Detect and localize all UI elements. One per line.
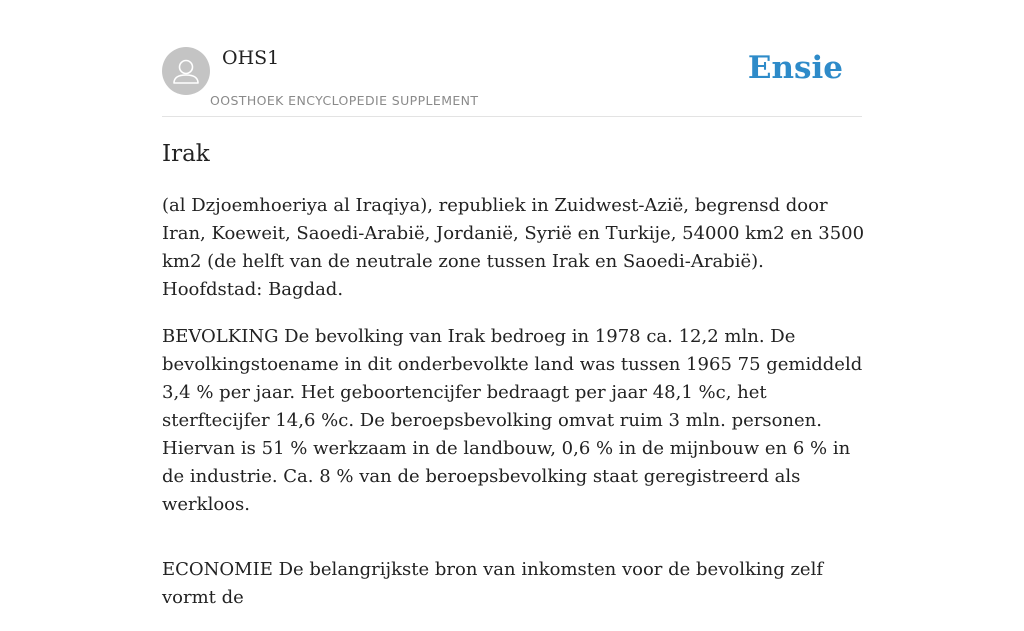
user-avatar-icon	[162, 47, 210, 95]
article-body	[162, 192, 867, 631]
article-paragraph: (al Dzjoemhoeriya al Iraqiya), republiek in Zuidwest-Azië, begrensd door Iran, Koeweit, Saoedi-Arabië, Jordanië, Syrië en Turkije, 54000 km2 en 3500 km2 (de helft van de neutrale zone tussen Irak en Saoedi-Arabië). Hoofdstad: Bagdad.	[162, 195, 865, 300]
article-paragraph: BEVOLKING De bevolking van Irak bedroeg in 1978 ca. 12,2 mln. De bevolkingstoename in dit onderbevolkte land was tussen 1965 75 gemiddeld 3,4 % per jaar. Het geboortencijfer bedraagt per jaar 48,1 %c, het sterftecijfer 14,6 %c. De beroepsbevolking omvat ruim 3 mln. personen. Hiervan is 51 % werkzaam in de landbouw, 0,6 % in de mijnbouw en 6 % in de industrie. Ca. 8 % van de beroepsbevolking staat geregistreerd als werkloos.	[162, 326, 863, 515]
author-avatar[interactable]	[162, 47, 210, 95]
author-name[interactable]: OHS1	[222, 47, 280, 69]
article-header	[162, 46, 862, 117]
site-logo[interactable]: Ensie	[747, 50, 843, 86]
article-title: Irak	[162, 141, 210, 167]
source-name[interactable]: OOSTHOEK ENCYCLOPEDIE SUPPLEMENT	[210, 93, 479, 108]
article-paragraph: ECONOMIE De belangrijkste bron van inkomsten voor de bevolking zelf vormt de	[162, 559, 824, 608]
